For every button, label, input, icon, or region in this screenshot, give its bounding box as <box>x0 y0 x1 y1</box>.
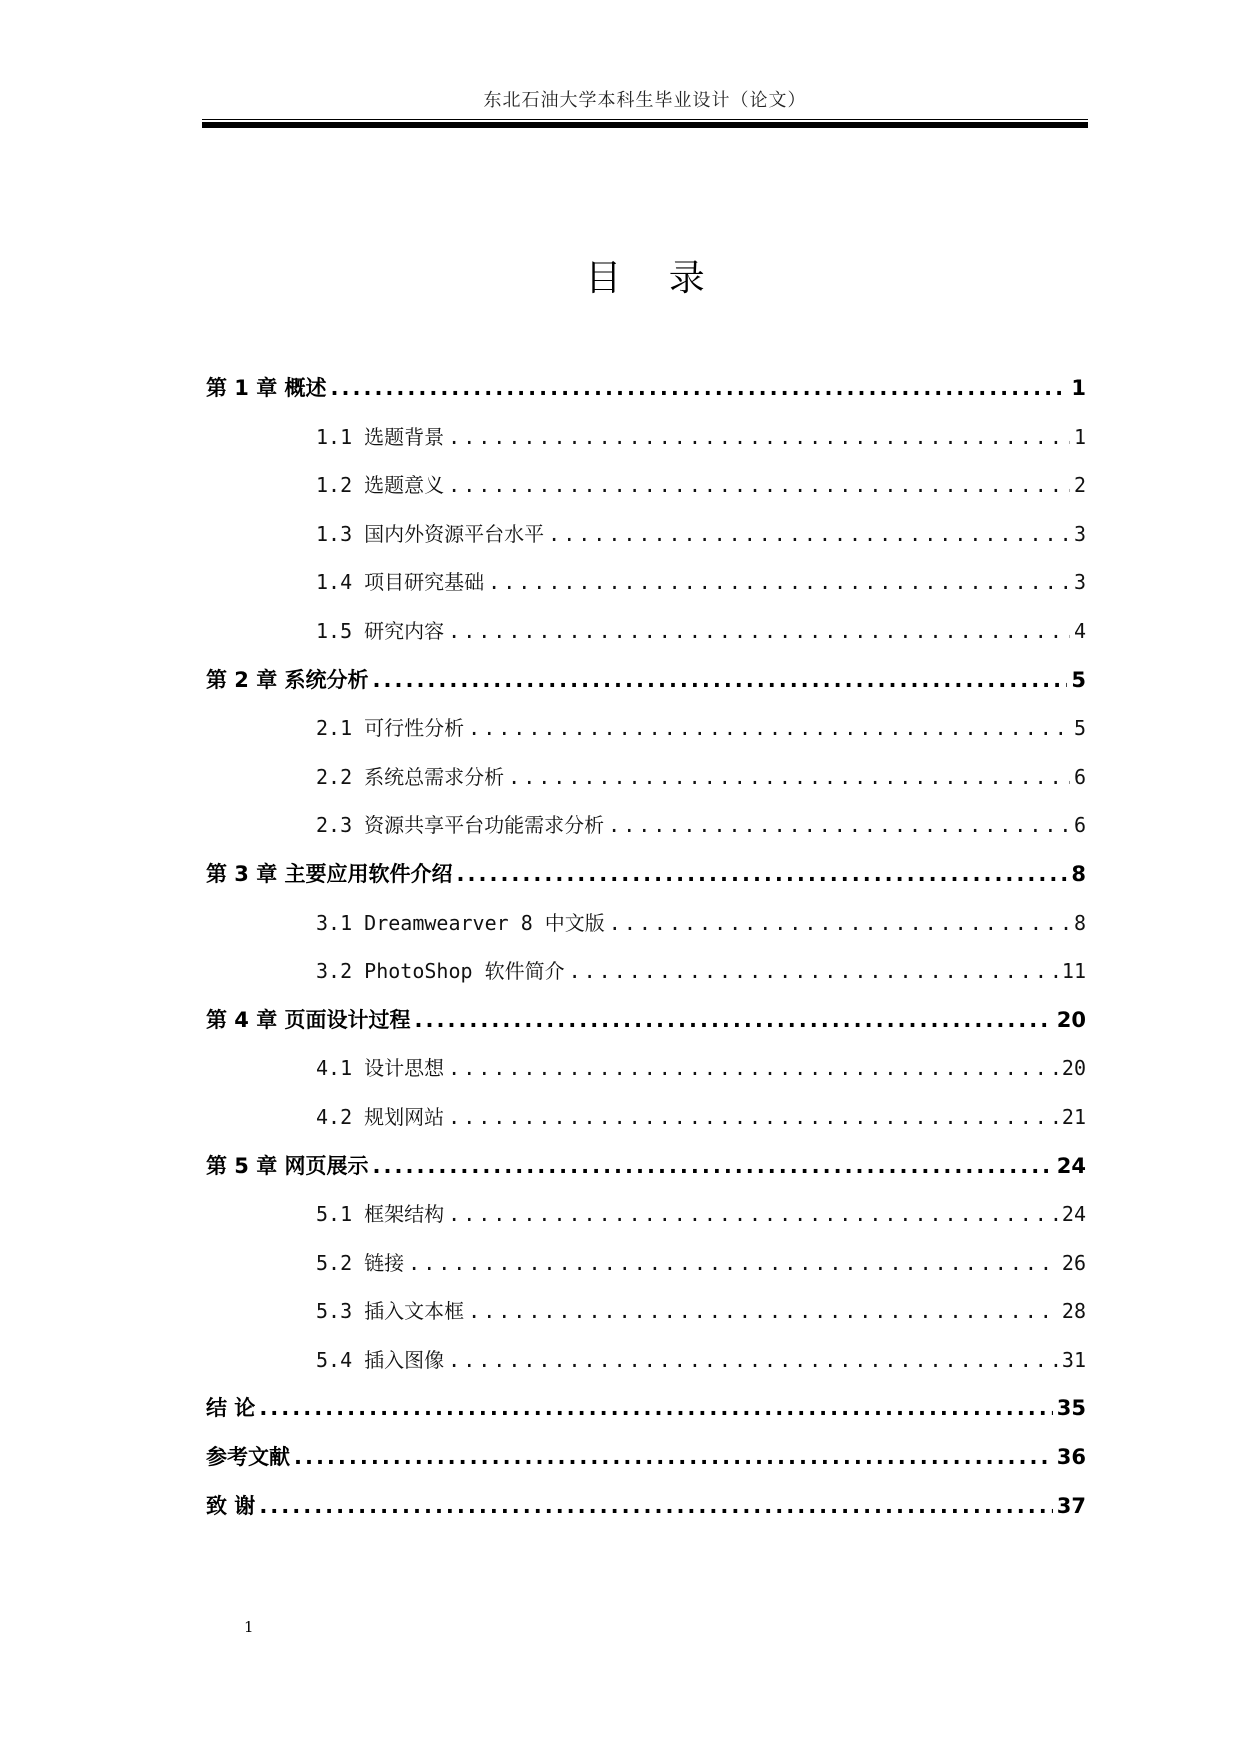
toc-entry-label: 第 4 章 页面设计过程 <box>206 1007 411 1032</box>
toc-entry-page: 35 <box>1056 1396 1086 1421</box>
toc-entry-page: 5 <box>1071 667 1086 692</box>
toc-section-entry[interactable] <box>206 469 1086 518</box>
toc-entry-label: 致 谢 <box>206 1493 256 1518</box>
toc-entry-page: 20 <box>1061 1056 1086 1081</box>
toc-dot-leader <box>448 619 1070 643</box>
toc-section-entry[interactable] <box>206 1052 1086 1101</box>
toc-dot-leader <box>457 862 1068 886</box>
toc-chapter-entry[interactable] <box>206 664 1086 713</box>
toc-dot-leader <box>488 570 1070 594</box>
toc-chapter-entry[interactable] <box>206 1150 1086 1199</box>
toc-entry-label: 1.5 研究内容 <box>316 618 445 643</box>
toc-entry-page: 11 <box>1061 959 1086 984</box>
toc-entry-page: 6 <box>1073 813 1086 838</box>
toc-entry-page: 3 <box>1073 521 1086 546</box>
toc-section-entry[interactable] <box>206 809 1086 858</box>
toc-dot-leader <box>448 1202 1058 1226</box>
toc-entry-page: 8 <box>1073 910 1086 935</box>
toc-entry-label: 第 2 章 系统分析 <box>206 667 369 692</box>
toc-dot-leader <box>608 813 1070 837</box>
toc-entry-label: 5.4 插入图像 <box>316 1347 445 1372</box>
toc-entry-label: 2.1 可行性分析 <box>316 716 465 741</box>
toc-entry-label: 1.1 选题背景 <box>316 424 445 449</box>
toc-entry-label: 2.3 资源共享平台功能需求分析 <box>316 813 605 838</box>
toc-entry-label: 1.2 选题意义 <box>316 473 445 498</box>
toc-dot-leader <box>448 1105 1058 1129</box>
toc-entry-page: 26 <box>1061 1250 1086 1275</box>
toc-dot-leader <box>373 1154 1053 1178</box>
toc-section-entry[interactable] <box>206 955 1086 1004</box>
toc-entry-label: 5.2 链接 <box>316 1250 405 1275</box>
toc-section-entry[interactable] <box>206 907 1086 956</box>
toc-chapter-entry[interactable] <box>206 1392 1086 1441</box>
toc-section-entry[interactable] <box>206 1198 1086 1247</box>
table-of-contents <box>206 372 1086 1538</box>
toc-entry-page: 21 <box>1061 1104 1086 1129</box>
toc-entry-label: 1.4 项目研究基础 <box>316 570 485 595</box>
toc-dot-leader <box>609 911 1070 935</box>
toc-dot-leader <box>548 522 1070 546</box>
toc-entry-label: 4.2 规划网站 <box>316 1104 445 1129</box>
toc-entry-label: 第 1 章 概述 <box>206 376 327 400</box>
toc-section-entry[interactable] <box>206 566 1086 615</box>
toc-dot-leader <box>408 1251 1058 1275</box>
header-rule-thin <box>202 119 1088 120</box>
toc-entry-page: 6 <box>1073 764 1086 789</box>
toc-chapter-entry[interactable] <box>206 1441 1086 1490</box>
toc-entry-label: 4.1 设计思想 <box>316 1056 445 1081</box>
toc-entry-page: 3 <box>1073 570 1086 595</box>
toc-dot-leader <box>508 765 1070 789</box>
toc-entry-page: 8 <box>1071 861 1086 886</box>
toc-dot-leader <box>448 1348 1058 1372</box>
toc-section-entry[interactable] <box>206 712 1086 761</box>
toc-entry-label: 第 5 章 网页展示 <box>206 1153 369 1178</box>
toc-section-entry[interactable] <box>206 518 1086 567</box>
toc-entry-page: 4 <box>1073 618 1086 643</box>
toc-section-entry[interactable] <box>206 761 1086 810</box>
toc-chapter-entry[interactable] <box>206 858 1086 907</box>
toc-dot-leader <box>294 1445 1053 1469</box>
page-header-title: 东北石油大学本科生毕业设计（论文） <box>483 90 807 111</box>
toc-dot-leader <box>448 1056 1058 1080</box>
toc-section-entry[interactable] <box>206 421 1086 470</box>
toc-entry-label: 3.1 Dreamwearver 8 中文版 <box>316 910 605 935</box>
toc-entry-page: 28 <box>1061 1299 1086 1324</box>
toc-entry-page: 1 <box>1073 424 1086 449</box>
toc-dot-leader <box>259 1396 1052 1420</box>
toc-dot-leader <box>373 668 1068 692</box>
toc-heading: 目 录 <box>585 258 723 299</box>
toc-entry-label: 3.2 PhotoShop 软件简介 <box>316 959 565 984</box>
toc-entry-page: 24 <box>1061 1202 1086 1227</box>
toc-dot-leader <box>415 1008 1053 1032</box>
toc-section-entry[interactable] <box>206 1247 1086 1296</box>
toc-entry-label: 结 论 <box>206 1396 256 1421</box>
toc-entry-label: 1.3 国内外资源平台水平 <box>316 521 545 546</box>
toc-entry-page: 5 <box>1073 716 1086 741</box>
toc-entry-label: 5.1 框架结构 <box>316 1202 445 1227</box>
toc-dot-leader <box>468 1299 1058 1323</box>
toc-entry-page: 31 <box>1061 1347 1086 1372</box>
toc-entry-page: 24 <box>1056 1153 1086 1178</box>
toc-dot-leader <box>448 473 1070 497</box>
toc-dot-leader <box>569 959 1058 983</box>
toc-entry-label: 第 3 章 主要应用软件介绍 <box>206 861 453 886</box>
toc-entry-page: 20 <box>1056 1007 1086 1032</box>
toc-entry-page: 2 <box>1073 473 1086 498</box>
toc-entry-label: 5.3 插入文本框 <box>316 1299 465 1324</box>
toc-chapter-entry[interactable] <box>206 372 1086 421</box>
toc-section-entry[interactable] <box>206 1101 1086 1150</box>
toc-dot-leader <box>259 1494 1052 1518</box>
header-rule-thick <box>202 122 1088 128</box>
toc-chapter-entry[interactable] <box>206 1490 1086 1539</box>
toc-entry-label: 参考文献 <box>206 1445 290 1470</box>
toc-section-entry[interactable] <box>206 1295 1086 1344</box>
toc-dot-leader <box>468 716 1070 740</box>
toc-entry-page: 37 <box>1056 1493 1086 1518</box>
toc-chapter-entry[interactable] <box>206 1004 1086 1053</box>
toc-section-entry[interactable] <box>206 615 1086 664</box>
toc-dot-leader <box>331 376 1068 400</box>
toc-section-entry[interactable] <box>206 1344 1086 1393</box>
toc-entry-page: 36 <box>1056 1445 1086 1470</box>
toc-dot-leader <box>448 425 1070 449</box>
toc-entry-page: 1 <box>1071 376 1086 400</box>
toc-entry-label: 2.2 系统总需求分析 <box>316 764 505 789</box>
page-number: 1 <box>244 1618 254 1636</box>
